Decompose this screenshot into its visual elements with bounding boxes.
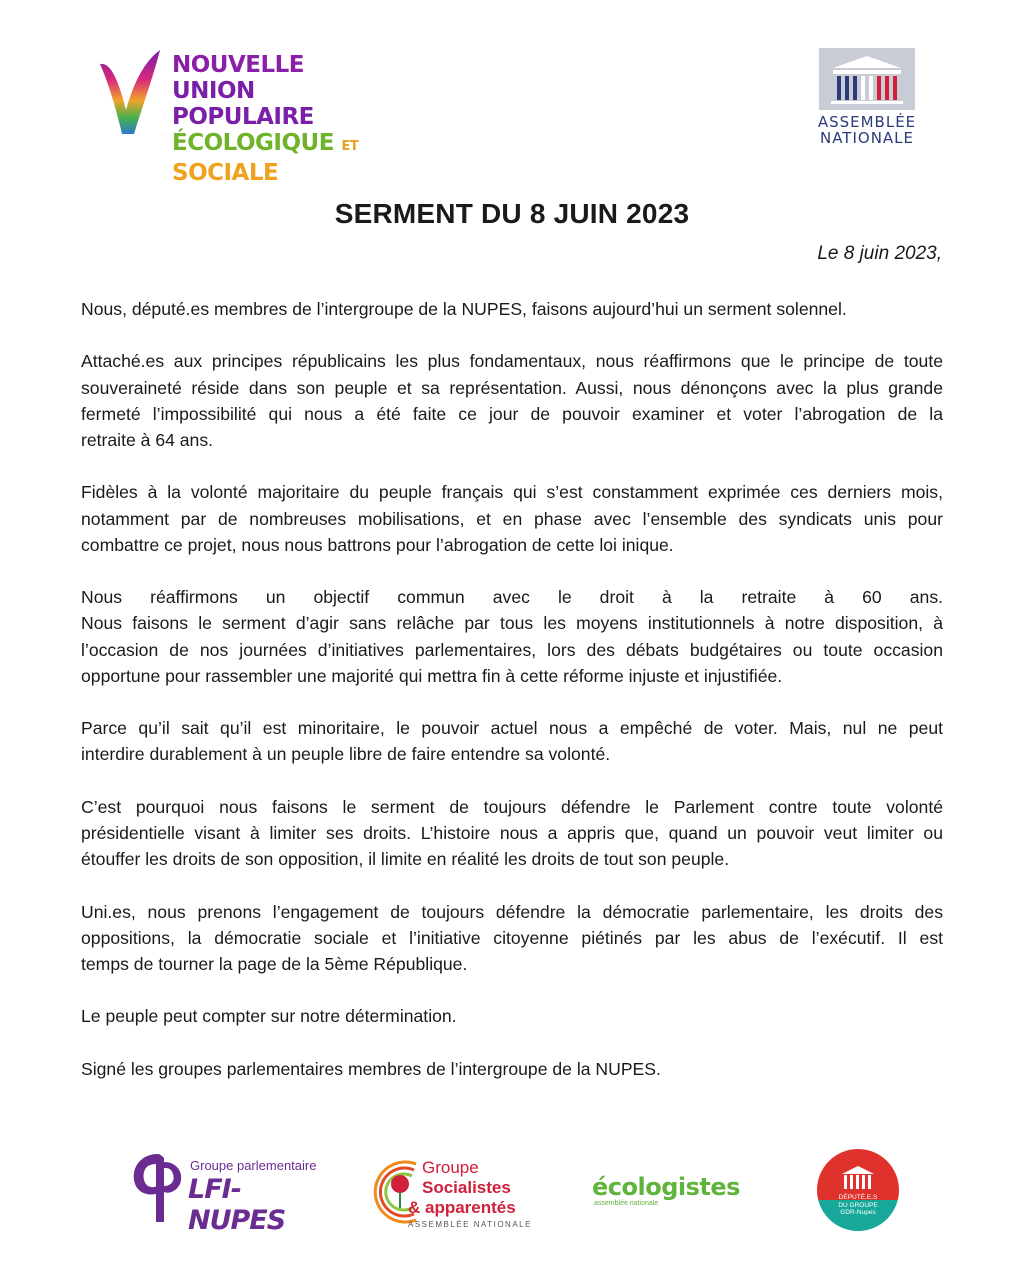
paragraph-line: Nous, député.es membres de l’intergroupe de la NUPES, faisons aujourd’hui un serment solennel. bbox=[81, 299, 847, 319]
ps-apparentes: & apparentés bbox=[408, 1198, 516, 1217]
body-paragraph bbox=[81, 794, 943, 873]
paragraph-line: présidentielle visant à limiter ses droits. L’histoire nous a appris que, quand un pouvoir veut limiter ou bbox=[81, 822, 943, 843]
paragraph-line: Parce qu’il sait qu’il est minoritaire, le pouvoir actuel nous a empêché de voter. Mais, nul ne peut bbox=[81, 718, 943, 739]
gdr-line-3: GDR-Nupes bbox=[840, 1209, 876, 1216]
body-paragraph bbox=[81, 715, 943, 767]
assemblee-nationale-logo bbox=[808, 48, 926, 148]
lfi-nupes-logo bbox=[128, 1150, 328, 1236]
assemblee-line-2: NATIONALE bbox=[819, 129, 915, 147]
eco-name: écologistes bbox=[592, 1173, 740, 1201]
paragraph-line: l’occasion de nos journées d’initiatives parlementaires, lors des débats budgétaires ou toute occasion bbox=[81, 639, 943, 660]
paragraph-line: fermeté l’impossibilité qui nous a été faite ce jour de pouvoir examiner et voter l’abrogation de la bbox=[81, 403, 943, 424]
nupes-line-2: UNION POPULAIRE bbox=[172, 78, 314, 130]
paragraph-line: Nous réaffirmons un objectif commun avec le droit à la retraite à 60 ans. bbox=[81, 587, 943, 608]
paragraph-line: oppositions, la démocratie sociale et l’initiative citoyenne piétinés par les abus de l’exécutif. Il est bbox=[81, 927, 943, 948]
gdr-line-1: DÉPUTÉ.E.S bbox=[838, 1194, 878, 1201]
nupes-logo bbox=[96, 48, 396, 186]
phi-icon bbox=[128, 1150, 186, 1226]
paragraph-line: Fidèles à la volonté majoritaire du peuple français qui s’est constamment exprimée ces derniers mois, bbox=[81, 482, 943, 503]
document-body bbox=[81, 296, 943, 1108]
nupes-wordmark bbox=[172, 52, 396, 186]
ps-groupe: Groupe bbox=[422, 1158, 479, 1177]
paragraph-line: Le peuple peut compter sur notre détermination. bbox=[81, 1006, 457, 1027]
paragraph-line: souveraineté réside dans son peuple et sa représentation. Aussi, nous dénonçons avec la plus grande bbox=[81, 377, 943, 398]
gdr-logo bbox=[816, 1148, 900, 1232]
eco-subtitle: assemblée nationale bbox=[594, 1200, 659, 1207]
nupes-line-1: NOUVELLE bbox=[172, 52, 305, 78]
ecologistes-logo bbox=[592, 1174, 762, 1214]
paragraph-line: notamment par de nombreuses mobilisations, et en phase avec l’ensemble des syndicats unis pour bbox=[81, 508, 943, 529]
lfi-name: LFI-NUPES bbox=[188, 1174, 286, 1236]
paragraph-line: combattre ce projet, nous nous battrons pour l’abrogation de cette loi inique. bbox=[81, 534, 674, 555]
paragraph-line: retraite à 64 ans. bbox=[81, 430, 214, 450]
body-paragraph bbox=[81, 1056, 943, 1082]
paragraph-line: C’est pourquoi nous faisons le serment de toujours défendre le Parlement contre toute volonté bbox=[81, 796, 943, 817]
document-date: Le 8 juin 2023, bbox=[817, 243, 942, 264]
gdr-badge-icon bbox=[816, 1148, 900, 1232]
nupes-v-icon bbox=[96, 48, 166, 138]
paragraph-line: Attaché.es aux principes républicains les plus fondamentaux, nous réaffirmons que le principe de toute bbox=[81, 351, 943, 372]
ps-socialistes: Socialistes bbox=[422, 1178, 511, 1197]
assemblee-building-icon bbox=[819, 48, 915, 110]
paragraph-line: interdire durablement à un peuple libre de faire entendre sa volonté. bbox=[81, 744, 611, 765]
gdr-wordmark bbox=[816, 1194, 900, 1217]
gdr-line-2: DU GROUPE bbox=[838, 1201, 878, 1209]
paragraph-line: temps de tourner la page de la 5ème République. bbox=[81, 953, 468, 974]
document-title: SERMENT DU 8 JUIN 2023 bbox=[334, 198, 690, 229]
body-paragraph bbox=[81, 584, 943, 689]
paragraph-line: Nous faisons le serment d’agir sans relâche par tous les moyens institutionnels à notre disposition, à bbox=[81, 613, 943, 634]
nupes-line-3 bbox=[172, 130, 396, 186]
paragraph-line: Signé les groupes parlementaires membres de l’intergroupe de la NUPES. bbox=[81, 1058, 661, 1079]
nupes-et: ET bbox=[341, 139, 359, 154]
ps-assemblee: ASSEMBLÉE NATIONALE bbox=[408, 1220, 532, 1229]
paragraph-line: opportune pour rassembler une majorité qui mettra fin à cette réforme injuste et injustifiée. bbox=[81, 665, 783, 686]
body-paragraph bbox=[81, 1003, 943, 1029]
body-paragraph bbox=[81, 348, 943, 453]
assemblee-wordmark bbox=[808, 114, 926, 146]
nupes-ecologique: ÉCOLOGIQUE bbox=[172, 130, 334, 156]
paragraph-line: étouffer les droits de son opposition, il limite en réalité les droits de tout son peuple. bbox=[81, 849, 730, 870]
body-paragraph bbox=[81, 479, 943, 558]
lfi-subtitle: Groupe parlementaire bbox=[190, 1158, 317, 1173]
paragraph-line: Uni.es, nous prenons l’engagement de toujours défendre la démocratie parlementaire, les droits des bbox=[81, 901, 943, 922]
socialistes-logo bbox=[364, 1156, 544, 1236]
body-paragraph bbox=[81, 296, 943, 322]
nupes-sociale: SOCIALE bbox=[172, 160, 279, 186]
assemblee-line-1: ASSEMBLÉE bbox=[817, 113, 917, 131]
body-paragraph bbox=[81, 899, 943, 978]
